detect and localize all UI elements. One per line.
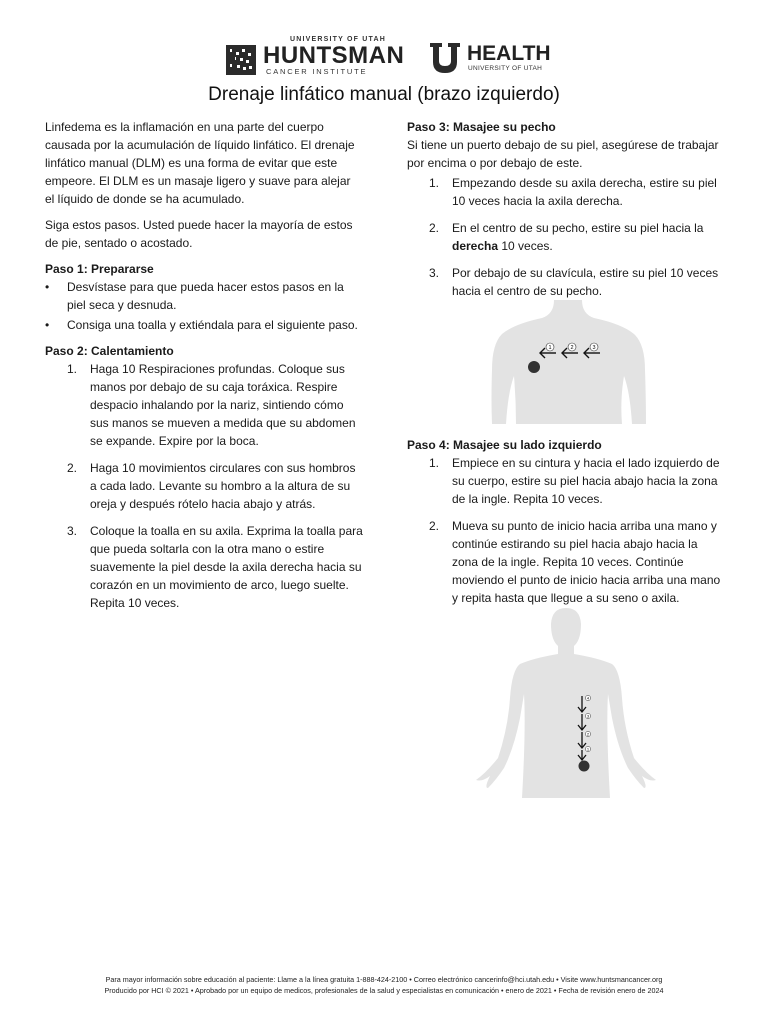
item-number: 1. — [67, 362, 78, 376]
left-column — [45, 118, 363, 621]
list-item: • Consiga una toalla y extiéndala para el siguiente paso. — [45, 316, 363, 334]
item-text: Haga 10 Respiraciones profundas. Coloque sus manos por debajo de su caja toráxica. Respire despacio inhalando por la nariz, sintiendo cómo sus manos se mueven a medida que su abdomen se expande. Expire por la boca. — [90, 362, 356, 448]
list-item — [429, 517, 723, 607]
figure-label: 3 — [592, 345, 596, 351]
huntsman-mark-icon — [226, 45, 256, 75]
uh-subtitle-text: UNIVERSITY OF UTAH — [468, 65, 543, 72]
list-item: • Desvístase para que pueda hacer estos pasos en la piel seca y desnuda. — [45, 278, 363, 314]
item-number: 2. — [429, 221, 440, 235]
item-text-before: En el centro de su pecho, estire su piel hacia la — [452, 221, 704, 235]
hci-name-text: HUNTSMAN — [263, 42, 405, 69]
item-number: 3. — [67, 524, 78, 538]
item-number: 2. — [67, 461, 78, 475]
item-text: Empiece en su cintura y hacia el lado izquierdo de su cuerpo, estire su piel hacia abajo hacia la zona de la ingle. Repita 10 veces. — [452, 456, 720, 506]
figure-label: 3 — [586, 713, 590, 719]
step1-heading: Paso 1: Prepararse — [45, 262, 154, 276]
body-silhouette — [476, 608, 656, 798]
list-item — [67, 522, 363, 612]
port-dot-icon — [528, 361, 540, 373]
step1-list — [45, 278, 363, 334]
list-item — [429, 219, 723, 255]
step4-list — [407, 454, 723, 607]
item-text: Por debajo de su clavícula, estire su piel 10 veces hacia el centro de su pecho. — [452, 266, 719, 298]
block-u-icon — [428, 41, 462, 75]
item-text: Mueva su punto de inicio hacia arriba una mano y continúe estirando su piel hacia abajo hacia la zona de la ingle. Repita 10 veces. Continúe moviendo el punto de inicio hacia arriba una mano y repita hasta que llegue a su seno o axila. — [452, 519, 721, 605]
item-number: 1. — [429, 456, 440, 470]
hci-university-text: UNIVERSITY OF UTAH — [290, 36, 387, 43]
list-item — [429, 454, 723, 508]
item-text-after: 10 veces. — [498, 239, 553, 253]
item-number: 3. — [429, 266, 440, 280]
torso-silhouette — [492, 300, 647, 424]
item-number: 2. — [429, 519, 440, 533]
step4-heading: Paso 4: Masajee su lado izquierdo — [407, 438, 602, 452]
intro-paragraph: Linfedema es la inflamación en una parte del cuerpo causada por la acumulación de líquido linfático. El drenaje linfático manual (DLM) es una forma de evitar que este empeore. El DLM es un masaje ligero y suave para alejar el líquido de donde se ha acumulado. — [45, 120, 355, 206]
page-header — [0, 36, 768, 80]
list-item — [429, 174, 723, 210]
figure-label: 4 — [586, 695, 590, 701]
item-text: Empezando desde su axila derecha, estire su piel 10 veces hacia la axila derecha. — [452, 176, 717, 208]
hci-subtitle-text: CANCER INSTITUTE — [266, 67, 368, 76]
list-item — [67, 459, 363, 513]
step2-list — [45, 360, 363, 612]
chest-massage-figure — [484, 300, 652, 424]
item-text: Coloque la toalla en su axila. Exprima la toalla para que pueda soltarla con la otra mano o estire suavemente la piel desde la axila derecha hacia su corazón en un movimiento de arco, luego suelte. Repita 10 veces. — [90, 524, 363, 610]
item-number: 1. — [429, 176, 440, 190]
huntsman-logo — [226, 36, 405, 80]
page-footer — [0, 974, 768, 996]
body-side-massage-figure — [474, 608, 658, 798]
figure-label: 2 — [570, 345, 574, 351]
step3-intro: Si tiene un puerto debajo de su piel, asegúrese de trabajar por encima o por debajo de este. — [407, 138, 719, 170]
step2-heading: Paso 2: Calentamiento — [45, 344, 174, 358]
uofu-health-logo — [428, 41, 551, 77]
footer-contact-line: Para mayor información sobre educación al paciente: Llame a la línea gratuita 1-888-424-2100 • Correo electrónico cancerinfo@hci.utah.edu • Visite www.huntsmancancer.org — [105, 975, 663, 984]
list-item — [67, 360, 363, 450]
figure-label: 2 — [586, 731, 590, 737]
uh-name-text: HEALTH — [467, 42, 551, 65]
step3-list — [407, 174, 723, 300]
intro-paragraph: Siga estos pasos. Usted puede hacer la mayoría de estos de pie, sentado o acostado. — [45, 218, 353, 250]
page-title: Drenaje linfático manual (brazo izquierdo) — [208, 84, 560, 105]
list-item — [429, 264, 723, 300]
item-text: Haga 10 movimientos circulares con sus hombros a cada lado. Levante su hombro a la altura de su oreja y después rótelo hacia abajo y atrás. — [90, 461, 356, 511]
item-text-bold: derecha — [452, 239, 499, 253]
step3-heading: Paso 3: Masajee su pecho — [407, 120, 556, 134]
start-dot-icon — [579, 761, 590, 772]
footer-approval-line: Producido por HCI © 2021 • Aprobado por un equipo de medicos, profesionales de la salud y especialistas en comunicación • enero de 2021 • Fecha de revisión enero de 2024 — [104, 986, 664, 995]
figure-label: 1 — [586, 746, 590, 752]
figure-label: 1 — [548, 345, 552, 351]
